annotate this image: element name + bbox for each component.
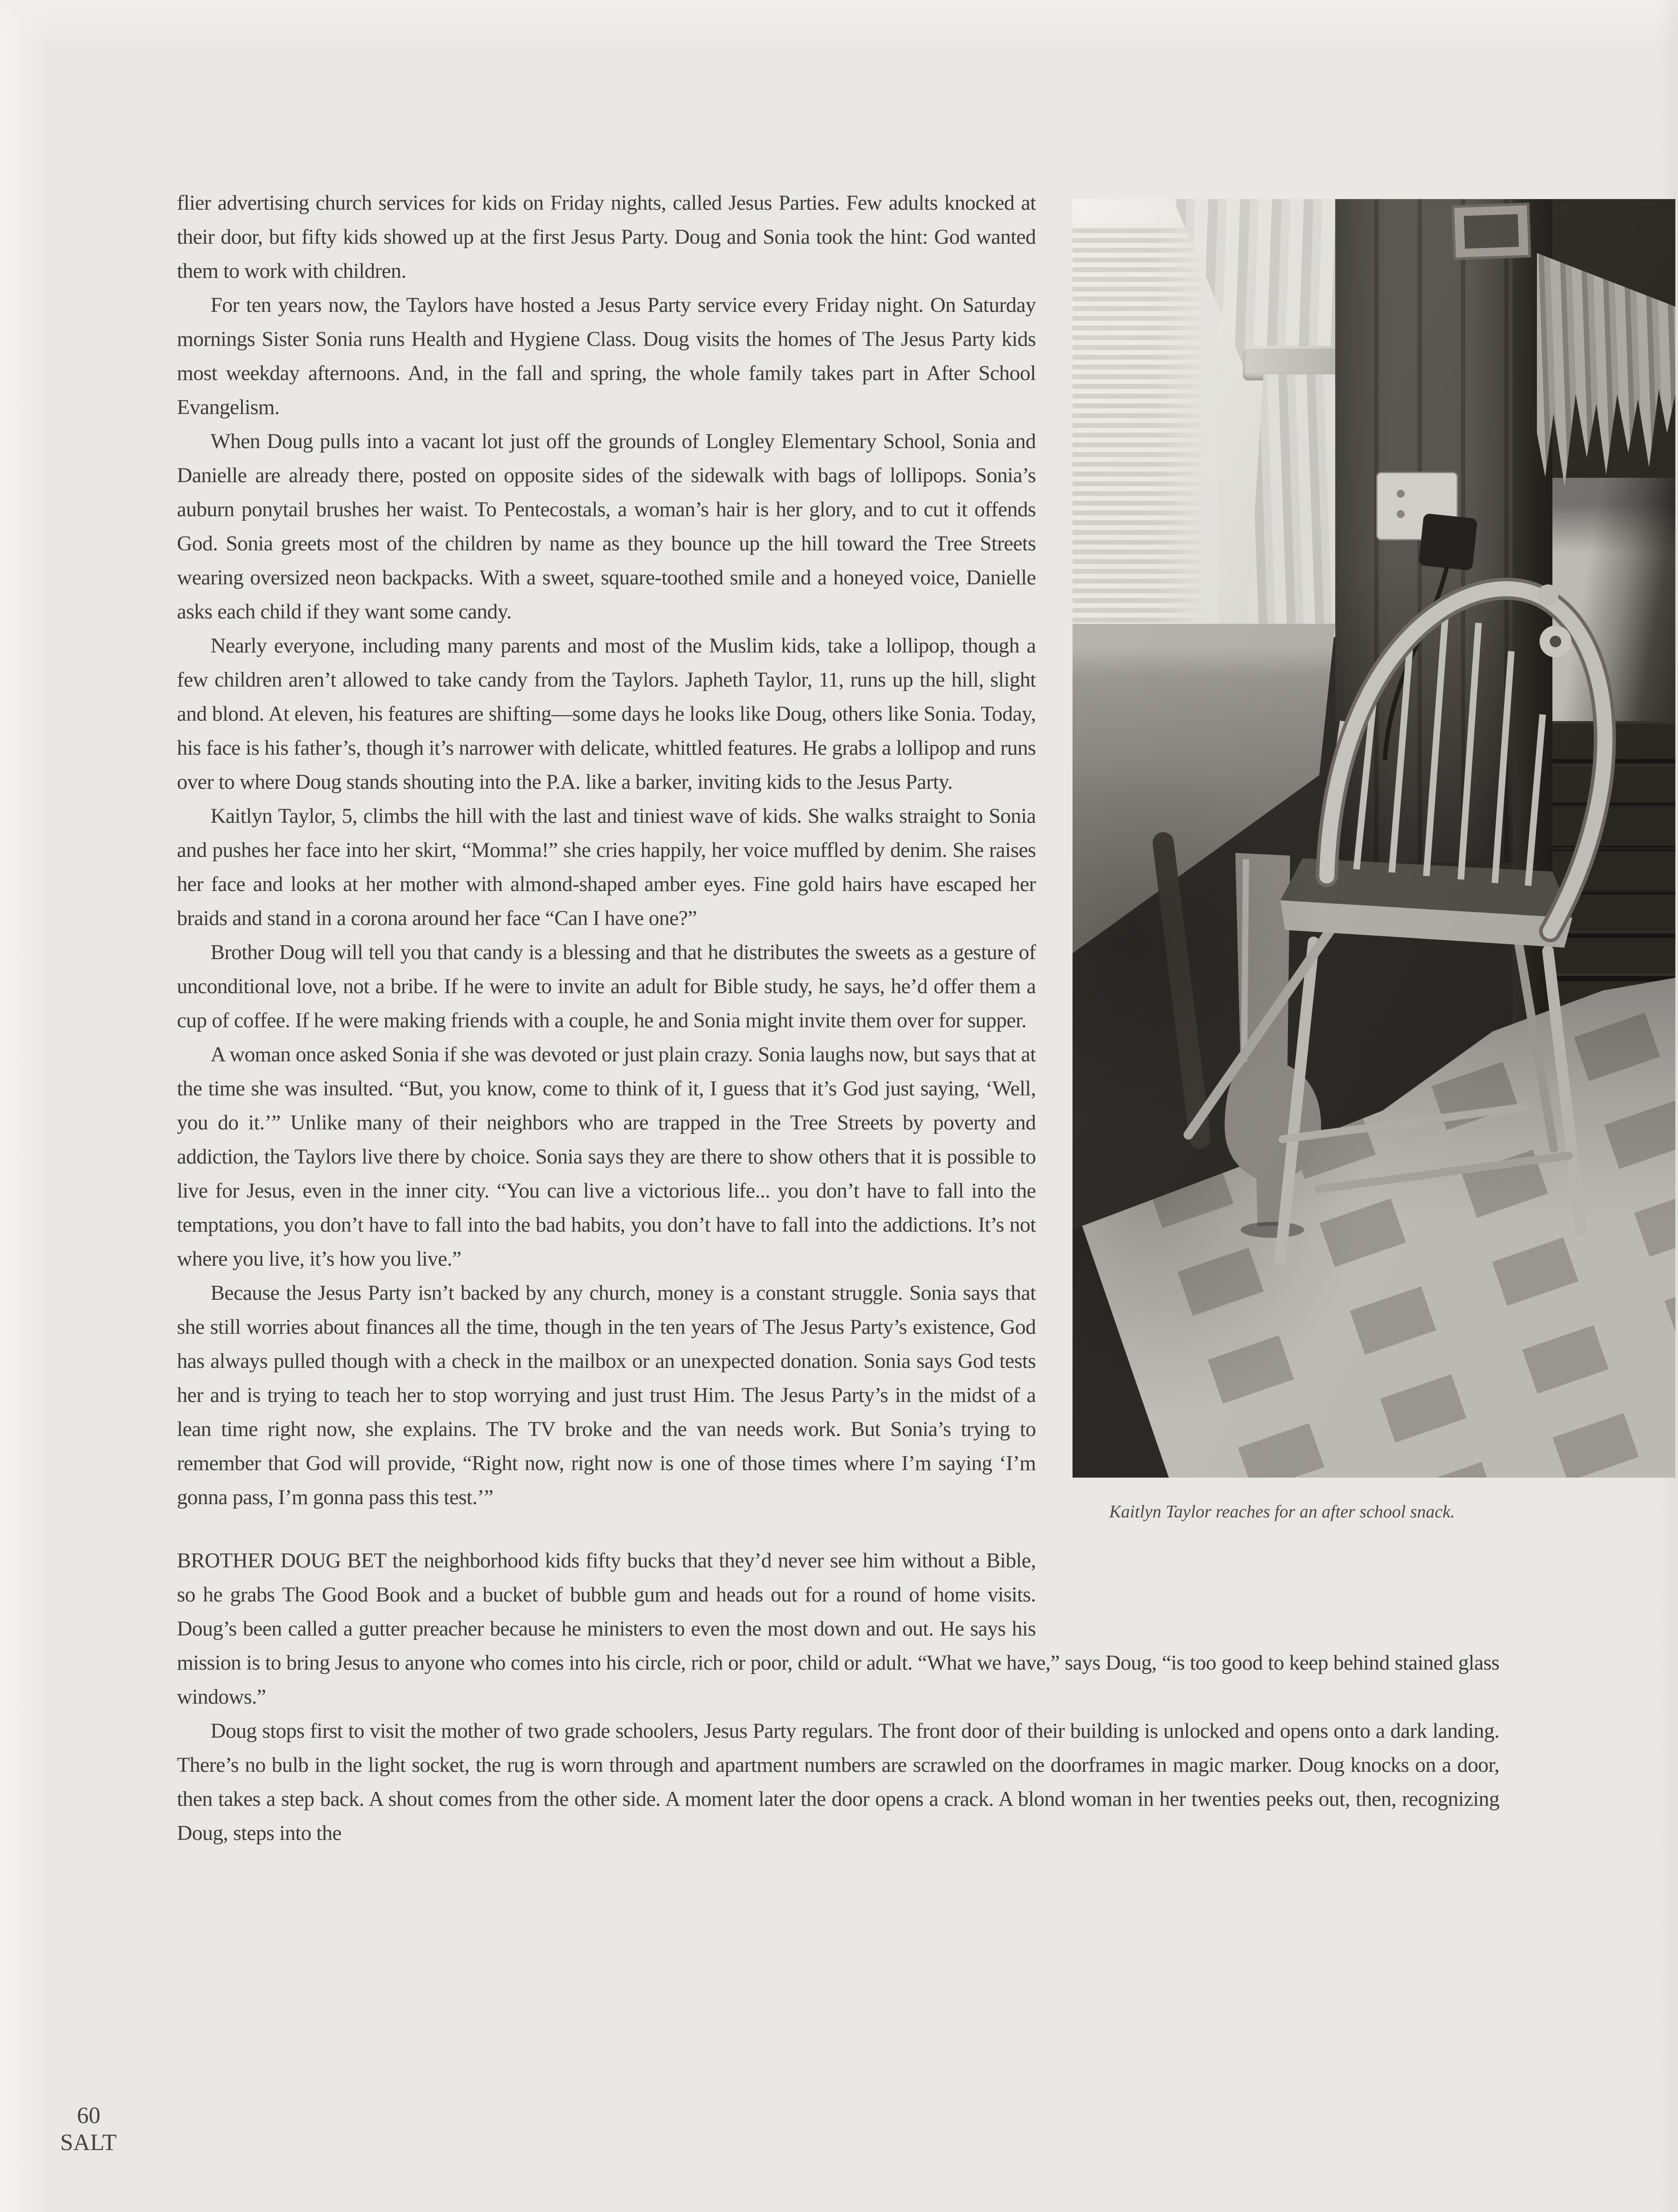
- photo-caption: Kaitlyn Taylor reaches for an after school snack.: [1109, 1502, 1455, 1521]
- article-paragraph: For ten years now, the Taylors have hosted a Jesus Party service every Friday night. On Saturday mornings Sister Sonia runs Health and Hygiene Class. Doug visits the homes of The Jesus Party kids most weekday afternoons. And, in the fall and spring, the whole family takes part in After School Evangelism.: [177, 293, 1036, 419]
- page-number: 60: [77, 2103, 100, 2128]
- photo-figure: [1073, 199, 1675, 1523]
- article-paragraph: flier advertising church services for kids on Friday nights, called Jesus Parties. Few adults knocked at their door, but fifty kids showed up at the first Jesus Party. Doug and Sonia took the hint: God wanted them to work with children.: [177, 191, 1036, 283]
- article-paragraph: When Doug pulls into a vacant lot just off the grounds of Longley Elementary School, Sonia and Danielle are already there, posted on opposite sides of the sidewalk with bags of lollipops. Sonia’s auburn ponytail brushes her waist. To Pentecostals, a woman’s hair is her glory, and to cut it offends God. Sonia greets most of the children by name as they bounce up the hill toward the Tree Streets wearing oversized neon backpacks. With a sweet, square-toothed smile and a honeyed voice, Danielle asks each child if they want some candy.: [177, 430, 1036, 623]
- page-edge-top: [0, 0, 1678, 49]
- photo-block: [1036, 186, 1499, 1617]
- shadow-chair-leg-illustration: [1163, 843, 1200, 1138]
- magazine-name: SALT: [60, 2130, 117, 2155]
- article-paragraph: Because the Jesus Party isn’t backed by any church, money is a constant struggle. Sonia says that she still worries about finances all the time, though in the ten years of The Jesus Party’s existence, God has always pulled though with a check in the mailbox or an unexpected donation. Sonia says God tests her and is trying to teach her to stop worrying and just trust Him. The Jesus Party’s in the midst of a lean time right now, she explains. The TV broke and the van needs work. But Sonia’s trying to remember that God will provide, “Right now, right now is one of those times where I’m saying ‘I’m gonna pass, I’m gonna pass this test.’”: [177, 1281, 1036, 1509]
- article-paragraph: Nearly everyone, including many parents and most of the Muslim kids, take a lollipop, though a few children aren’t allowed to take candy from the Taylors. Japheth Taylor, 11, runs up the hill, slight and blond. At eleven, his features are shifting—some days he looks like Doug, others like Sonia. Today, his face is his father’s, though it’s narrower with delicate, whittled features. He grabs a lollipop and runs over to where Doug stands shouting into the P.A. like a barker, inviting kids to the Jesus Party.: [177, 634, 1036, 794]
- page-edge-left: [0, 0, 52, 2212]
- article-body: [177, 186, 1499, 1850]
- article-paragraph: Kaitlyn Taylor, 5, climbs the hill with the last and tiniest wave of kids. She walks straight to Sonia and pushes her face into her skirt, “Momma!” she cries happily, her voice muffled by denim. She raises her face and looks at her mother with almond-shaped amber eyes. Fine gold hairs have escaped her braids and stand in a corona around her face “Can I have one?”: [177, 804, 1036, 930]
- kitchen-photo: [1073, 199, 1675, 1478]
- page-footer: [60, 2102, 117, 2156]
- article-section-start-paragraph: BROTHER DOUG BET the neighborhood kids fifty bucks that they’d never see him without a Bible, so he grabs The Good Book and a bucket of bubble gum and heads out for a round of home visits. Doug’s been called a gutter preacher because he ministers to even the most down and out. He says his mission is to bring Jesus to anyone who comes into his circle, rich or poor, child or adult. “What we have,” says Doug, “is too good to keep behind stained glass windows.”: [177, 1549, 1499, 1709]
- picture-frame-illustration: [1453, 204, 1530, 259]
- article-paragraph: Doug stops first to visit the mother of two grade schoolers, Jesus Party regulars. The front door of their building is unlocked and opens onto a dark landing. There’s no bulb in the light socket, the rug is worn through and apartment numbers are scrawled on the doorframes in magic marker. Doug knocks on a door, then takes a step back. A shout comes from the other side. A moment later the door opens a crack. A blond woman in her twenties peeks out, then, recognizing Doug, steps into the: [177, 1719, 1499, 1845]
- article-paragraph: A woman once asked Sonia if she was devoted or just plain crazy. Sonia laughs now, but says that at the time she was insulted. “But, you know, come to think of it, I guess that it’s God just saying, ‘Well, you do it.’” Unlike many of their neighbors who are trapped in the Tree Streets by poverty and addiction, the Taylors live there by choice. Sonia says they are there to show others that it is possible to live for Jesus, even in the inner city. “You can live a victorious life... you don’t have to fall into the temptations, you don’t have to fall into the bad habits, you don’t have to fall into the addictions. It’s not where you live, it’s how you live.”: [177, 1043, 1036, 1271]
- photo-scene-illustration: [1073, 199, 1675, 1478]
- article-paragraph: Brother Doug will tell you that candy is a blessing and that he distributes the sweets as a gesture of unconditional love, not a bribe. If he were to invite an adult for Bible study, he says, he’d offer them a cup of coffee. If he were making friends with a couple, he and Sonia might invite them over for supper.: [177, 941, 1036, 1032]
